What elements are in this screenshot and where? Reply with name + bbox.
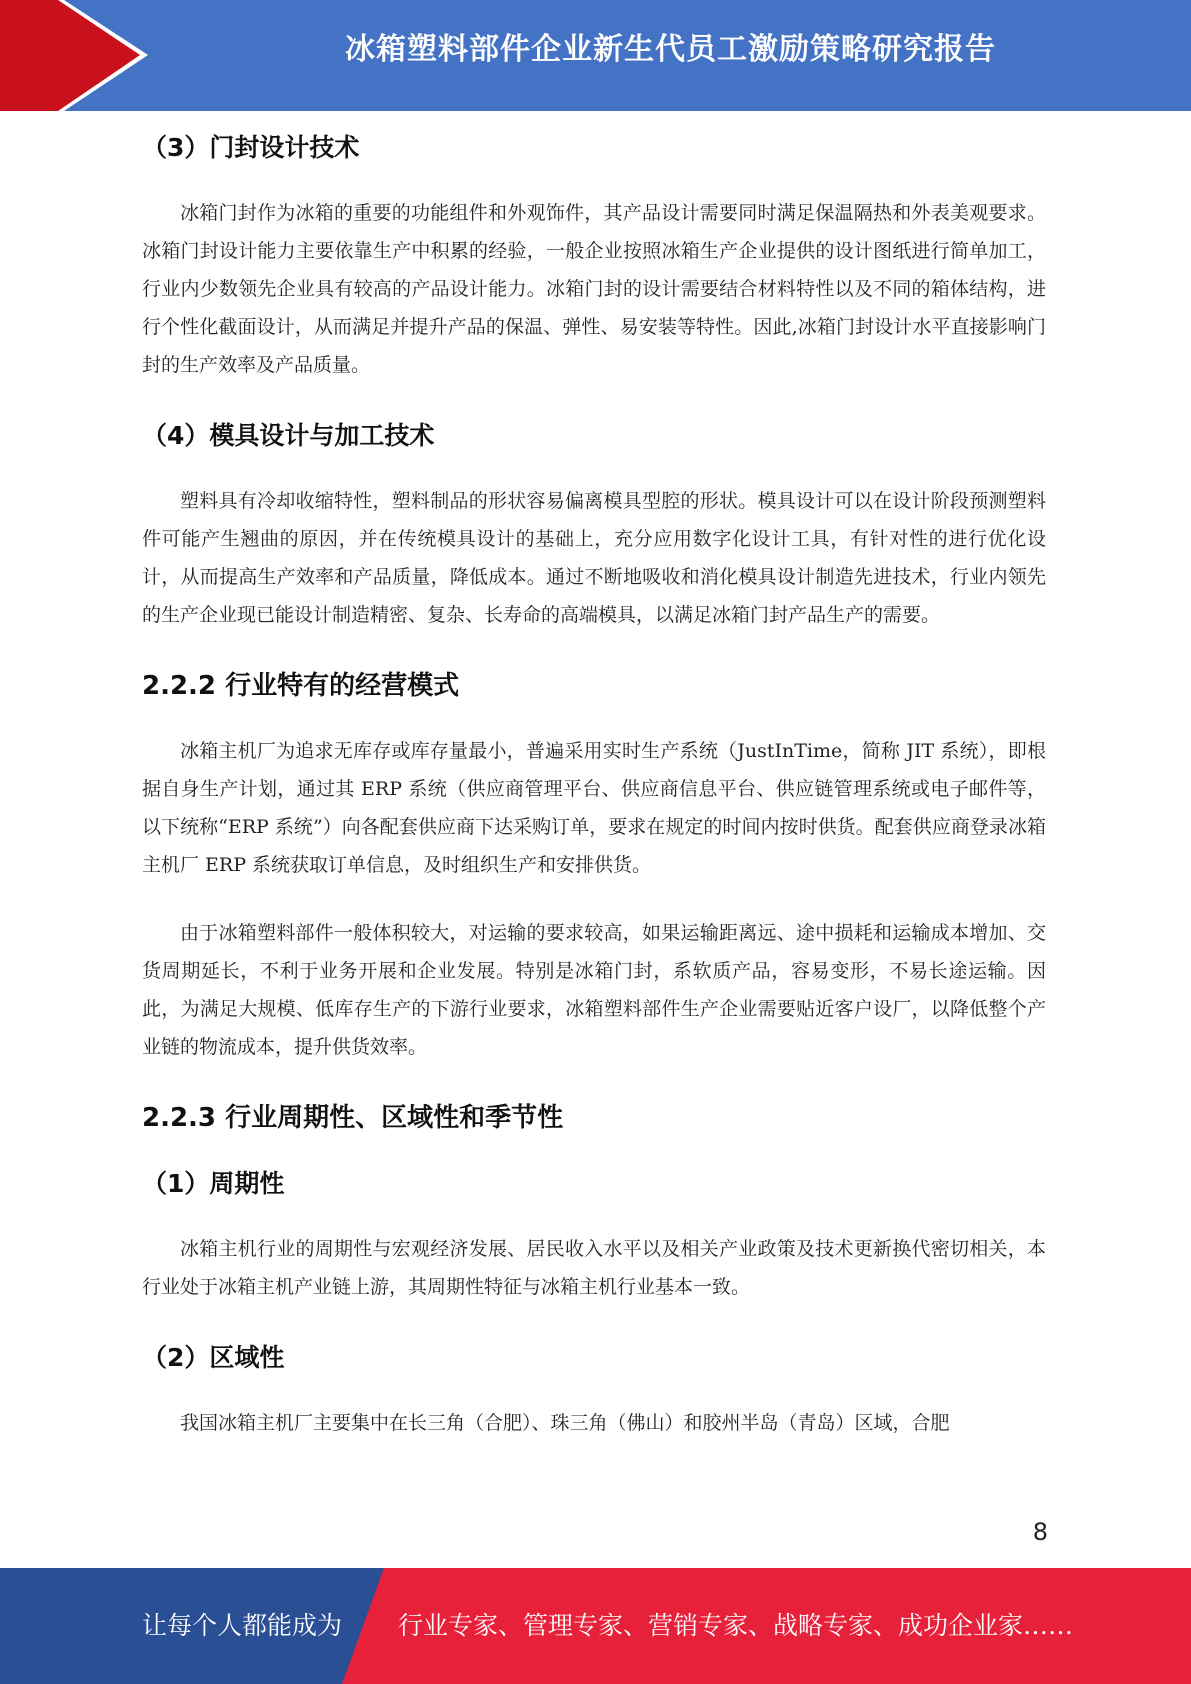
section-heading-2-2-2: 2.2.2 行业特有的经营模式: [142, 671, 460, 701]
footer-slogan-left: 让每个人都能成为: [142, 1611, 343, 1640]
page-header: [0, 0, 1191, 111]
section-heading-cyclicality: （1）周期性: [142, 1169, 285, 1198]
paragraph-door-seal: 冰箱门封作为冰箱的重要的功能组件和外观饰件，其产品设计需要同时满足保温隔热和外表美观要求。冰箱门封设计能力主要依靠生产中积累的经验，一般企业按照冰箱生产企业提供的设计图纸进行简单加工，行业内少数领先企业具有较高的产品设计能力。冰箱门封的设计需要结合材料特性以及不同的箱体结构，进行个性化截面设计，从而满足并提升产品的保温、弹性、易安装等特性。因此,冰箱门封设计水平直接影响门封的生产效率及产品质量。: [142, 202, 1046, 376]
paragraph-cyclicality: 冰箱主机行业的周期性与宏观经济发展、居民收入水平以及相关产业政策及技术更新换代密切相关，本行业处于冰箱主机产业链上游，其周期性特征与冰箱主机行业基本一致。: [142, 1238, 1046, 1298]
section-heading-2-2-3: 2.2.3 行业周期性、区域性和季节性: [142, 1103, 564, 1133]
paragraph-mold-design: 塑料具有冷却收缩特性，塑料制品的形状容易偏离模具型腔的形状。模具设计可以在设计阶段预测塑料件可能产生翘曲的原因，并在传统模具设计的基础上，充分应用数字化设计工具，有针对性的进行优化设计，从而提高生产效率和产品质量，降低成本。通过不断地吸收和消化模具设计制造先进技术，行业内领先的生产企业现已能设计制造精密、复杂、长寿命的高端模具，以满足冰箱门封产品生产的需要。: [142, 490, 1046, 626]
paragraph-regionality: 我国冰箱主机厂主要集中在长三角（合肥）、珠三角（佛山）和胶州半岛（青岛）区域，合肥: [180, 1412, 950, 1434]
page-number: 8: [1032, 1518, 1048, 1546]
header-title: 冰箱塑料部件企业新生代员工激励策略研究报告: [345, 32, 996, 67]
page-footer: [0, 1568, 1191, 1684]
document-body: [142, 128, 1046, 1442]
paragraph-logistics: 由于冰箱塑料部件一般体积较大，对运输的要求较高，如果运输距离远、途中损耗和运输成本增加、交货周期延长，不利于业务开展和企业发展。特别是冰箱门封，系软质产品，容易变形，不易长途运输。因此，为满足大规模、低库存生产的下游行业要求，冰箱塑料部件生产企业需要贴近客户设厂，以降低整个产业链的物流成本，提升供货效率。: [142, 922, 1046, 1058]
section-heading-door-seal: （3）门封设计技术: [142, 133, 360, 162]
section-heading-regionality: （2）区域性: [142, 1343, 285, 1372]
section-heading-mold-design: （4）模具设计与加工技术: [142, 421, 435, 450]
paragraph-jit-system: 冰箱主机厂为追求无库存或库存量最小，普遍采用实时生产系统（JustInTime，简称 JIT 系统），即根据自身生产计划，通过其 ERP 系统（供应商管理平台、供应商信息平台、供应链管理系统或电子邮件等，以下统称“ERP 系统”）向各配套供应商下达采购订单，要求在规定的时间内按时供货。配套供应商登录冰箱主机厂 ERP 系统获取订单信息，及时组织生产和安排供货。: [142, 740, 1046, 876]
footer-slogan-right: 行业专家、管理专家、营销专家、战略专家、成功企业家……: [398, 1611, 1074, 1640]
